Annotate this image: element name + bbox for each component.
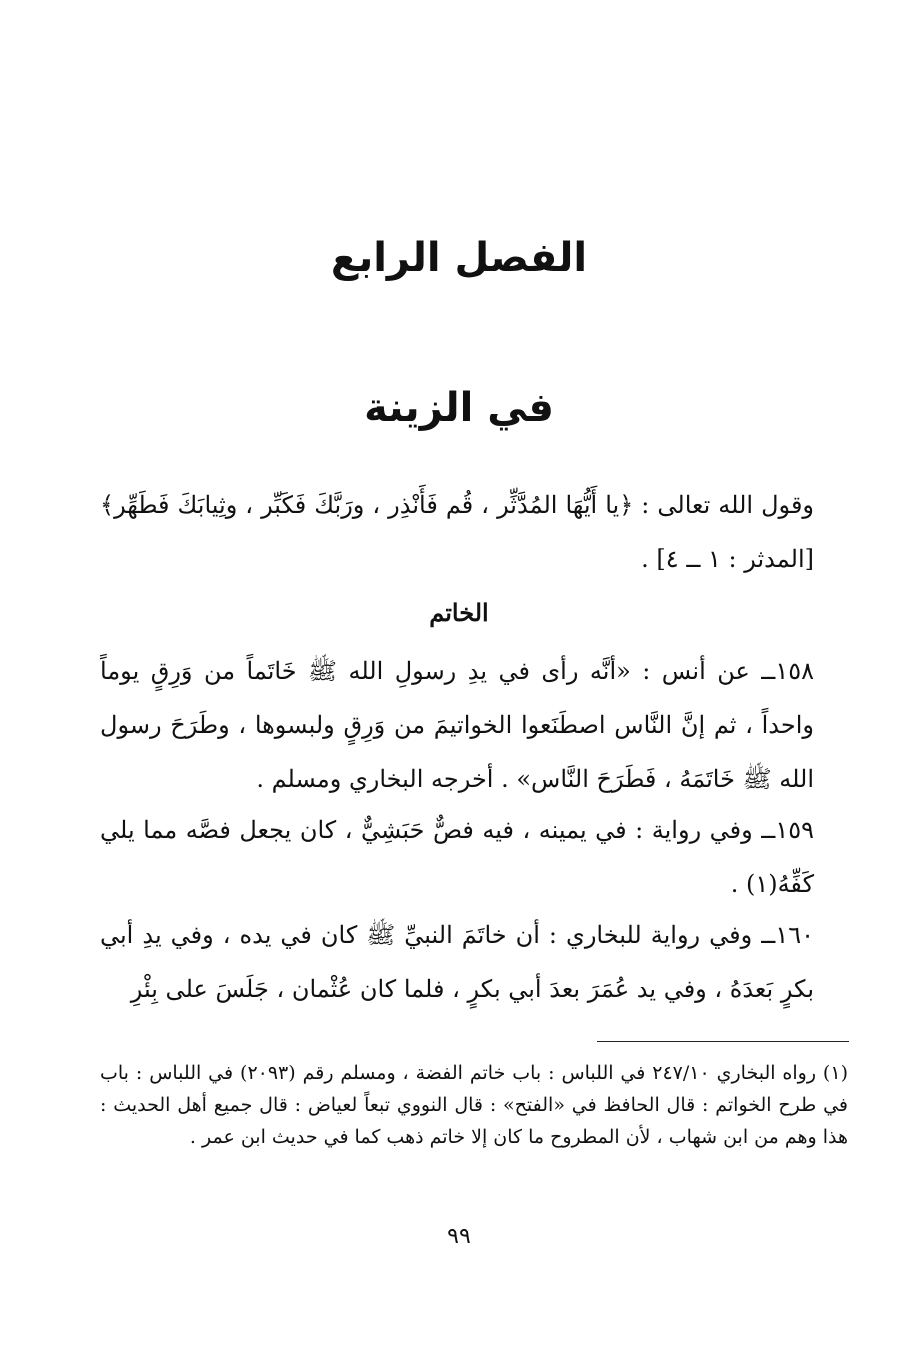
footnote-separator [597, 1041, 849, 1042]
hadith-160: ١٦٠ــ وفي رواية للبخاري : أن خاتَمَ النبيِّ ﷺ كان في يده ، وفي يدِ أبي بكرٍ بَعدَهُ ، وفي يد عُمَرَ بعدَ أبي بكرٍ ، فلما كان عُثْمان ، جَلَسَ على بِئْرِ [100, 921, 814, 1003]
hadith-159: ١٥٩ــ وفي رواية : في يمينه ، فيه فصٌّ حَبَشِيٌّ ، كان يجعل فصَّه مما يلي كَفِّهُ(١) . [100, 816, 814, 898]
chapter-title: الفصل الرابع [330, 235, 588, 281]
subheading-khatam: الخاتم [429, 598, 489, 627]
quran-verse-paragraph: وقول الله تعالى : ﴿يا أَيُّهَا المُدَّثِّر ، قُم فَأَنْذِر ، ورَبَّكَ فَكَبِّر ، وثِيابَكَ فَطَهِّر﴾ [المدثر : ١ ــ ٤] . [100, 491, 814, 573]
section-title: في الزينة [364, 385, 554, 431]
page-number: ٩٩ [447, 1224, 471, 1249]
footnote: (١) رواه البخاري ٢٤٧/١٠ في اللباس : باب خاتم الفضة ، ومسلم رقم (٢٠٩٣) في اللباس : باب في طرح الخواتم : قال الحافظ في «الفتح» : قال النووي تبعاً لعياض : قال جميع أهل الحديث : هذا وهم من ابن شهاب ، لأن المطروح ما كان إلا خاتم ذهب كما في حديث ابن عمر . [100, 1062, 848, 1148]
hadith-158: ١٥٨ــ عن أنس : «أنَّه رأى في يدِ رسولِ الله ﷺ خَاتَماً من وَرِقٍ يوماً واحداً ، ثم إنَّ النَّاس اصطَنَعوا الخواتيمَ من وَرِقٍ ولبسوها ، وطَرَحَ رسول الله ﷺ خَاتَمَهُ ، فَطَرَحَ النَّاس» . أخرجه البخاري ومسلم . [100, 657, 814, 793]
